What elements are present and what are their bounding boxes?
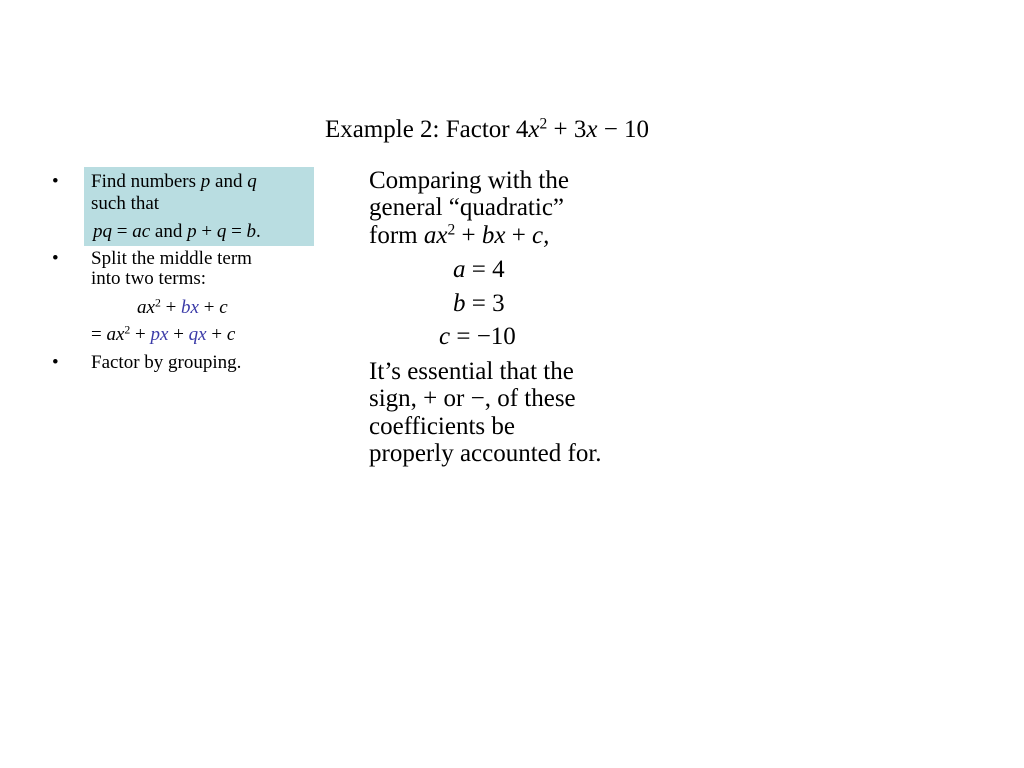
title-exponent: 2 — [539, 115, 548, 133]
right-line-1: Comparing with the — [369, 167, 569, 194]
bullet-2-line-2: into two terms: — [91, 268, 207, 289]
right-line-3: form $ax^2$ + bx + c, — [369, 221, 550, 249]
title-prefix: Example 2: Factor 4 — [324, 116, 529, 143]
bullet-1-equation: pq = ac and p + q = b. — [93, 221, 261, 242]
title-var-x1: x — [528, 116, 540, 143]
bullet-3-line-1: Factor by grouping. — [91, 352, 242, 373]
coefficient-a: a = 4 — [453, 256, 505, 283]
title-mid: + 3 — [547, 116, 587, 143]
bullet-2-line-1: Split the middle term — [91, 248, 252, 269]
bullet-1-marker: • — [52, 171, 59, 192]
note-line-4: properly accounted for. — [369, 440, 602, 467]
bullet-1-line-1: Find numbers p and q — [91, 171, 257, 192]
bullet-1-line-2: such that — [91, 193, 160, 214]
note-line-1: It’s essential that the — [369, 358, 574, 385]
coefficient-c: c = −10 — [439, 323, 516, 350]
bullet-2-marker: • — [52, 248, 59, 269]
title-var-x2: x — [586, 116, 598, 143]
bullet-2-expression-1: $ax^2$ + bx + c — [137, 296, 228, 318]
slide-title — [0, 114, 974, 146]
note-line-3: coefficients be — [369, 413, 515, 440]
note-line-2: sign, + or −, of these — [369, 385, 576, 412]
bullet-3-marker: • — [52, 352, 59, 373]
right-line-2: general “quadratic” — [369, 194, 565, 221]
bullet-2-expression-2: = $ax^2$ + px + qx + c — [91, 323, 236, 345]
coefficient-b: b = 3 — [453, 290, 505, 317]
title-suffix: − 10 — [597, 116, 650, 143]
